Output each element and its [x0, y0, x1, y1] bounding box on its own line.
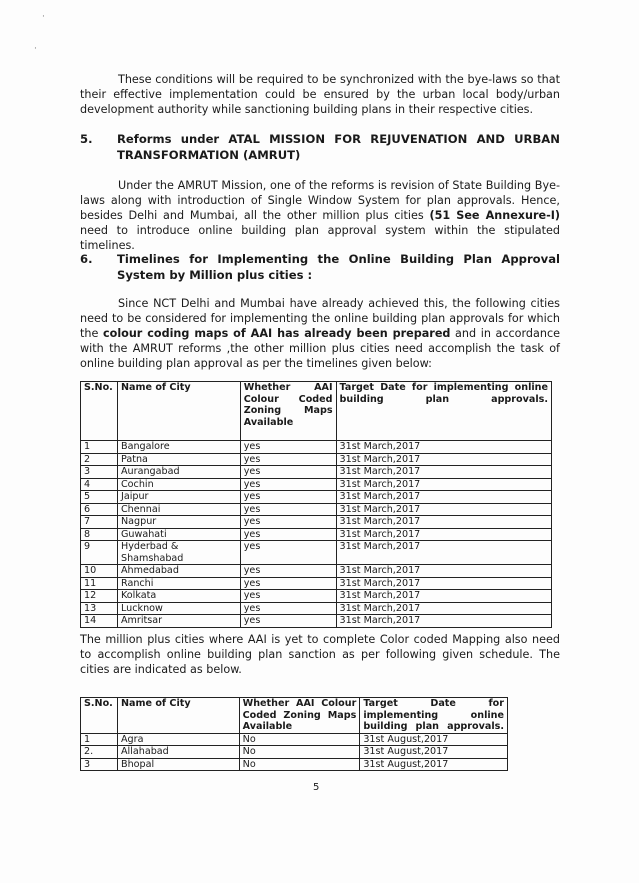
target-cell: 31st March,2017: [336, 541, 551, 565]
aai-cell: yes: [240, 528, 336, 541]
target-cell: 31st March,2017: [336, 453, 551, 466]
table-row: [81, 577, 552, 590]
city-cell: Amritsar: [117, 615, 240, 628]
aai-cell: yes: [240, 541, 336, 565]
section-5-text-after: need to introduce online building plan approval system within the stipulated timelines.: [80, 224, 560, 252]
section-6-text-before: Since NCT Delhi and Mumbai have already achieved this, the following cities need to be considered for implementing the online building plan approvals for which the: [80, 297, 560, 340]
target-cell: 31st March,2017: [336, 565, 551, 578]
city-cell: Kolkata: [117, 590, 240, 603]
aai-cell: No: [239, 746, 360, 759]
pending-cities-paragraph: The million plus cities where AAI is yet to complete Color coded Mapping also need to accomplish online building plan sanction as per following given schedule. The cities are indicated as below.: [80, 633, 560, 676]
section-6-text-after: and in accordance with the AMRUT reforms ,the other million plus cities need accomplish the task of online building plan approval as per the timelines given below:: [80, 327, 561, 370]
target-cell: 31st March,2017: [336, 577, 551, 590]
table-row: [81, 453, 552, 466]
table-row: [81, 746, 508, 759]
aai-cell: yes: [240, 453, 336, 466]
scan-speck: ·: [34, 44, 37, 54]
col-sno-header: S.No.: [81, 382, 118, 441]
aai-cell: yes: [240, 491, 336, 504]
aai-cell: yes: [240, 466, 336, 479]
colour-coding-emphasis: colour coding maps of AAI has already been prepared: [103, 327, 451, 340]
sno-cell: 2: [81, 453, 118, 466]
section-5-number: 5.: [80, 132, 93, 146]
target-cell: 31st August,2017: [360, 746, 508, 759]
target-cell: 31st August,2017: [360, 733, 508, 746]
sno-cell: 4: [81, 478, 118, 491]
sno-cell: 10: [81, 565, 118, 578]
sno-cell: 14: [81, 615, 118, 628]
cities-with-maps-table: [80, 381, 552, 628]
aai-cell: yes: [240, 441, 336, 454]
city-cell: Chennai: [117, 503, 240, 516]
col-target-header: Target Date for implementing online building plan approvals.: [336, 382, 551, 441]
table-row: [81, 590, 552, 603]
scan-speck: ·: [42, 12, 45, 22]
table-row: [81, 503, 552, 516]
sno-cell: 1: [81, 441, 118, 454]
target-cell: 31st March,2017: [336, 441, 551, 454]
section-5-heading: [80, 131, 560, 165]
city-cell: Agra: [117, 733, 239, 746]
section-6-number: 6.: [80, 252, 93, 266]
city-cell: Ahmedabad: [117, 565, 240, 578]
sno-cell: 3: [81, 758, 118, 771]
col-sno-header: S.No.: [81, 698, 118, 734]
sno-cell: 12: [81, 590, 118, 603]
aai-cell: yes: [240, 590, 336, 603]
sno-cell: 13: [81, 602, 118, 615]
target-cell: 31st August,2017: [360, 758, 508, 771]
city-cell: Guwahati: [117, 528, 240, 541]
col-city-header: Name of City: [117, 698, 239, 734]
sno-cell: 5: [81, 491, 118, 504]
cities-without-maps-table: [80, 697, 508, 771]
sno-cell: 1: [81, 733, 118, 746]
target-cell: 31st March,2017: [336, 503, 551, 516]
table-header-row: [81, 382, 552, 441]
col-target-header: Target Date for implementing online building plan approvals.: [360, 698, 508, 734]
table-row: [81, 478, 552, 491]
table-row: [81, 602, 552, 615]
aai-cell: yes: [240, 602, 336, 615]
col-aai-header: Whether AAI Colour Coded Zoning Maps Available: [239, 698, 360, 734]
annexure-reference: (51 See Annexure-I): [429, 209, 560, 222]
page-number: 5: [313, 782, 320, 793]
table-row: [81, 758, 508, 771]
city-cell: Lucknow: [117, 602, 240, 615]
city-cell: Jaipur: [117, 491, 240, 504]
sno-cell: 2.: [81, 746, 118, 759]
city-cell: Ranchi: [117, 577, 240, 590]
city-cell: Allahabad: [117, 746, 239, 759]
target-cell: 31st March,2017: [336, 491, 551, 504]
city-cell: Nagpur: [117, 516, 240, 529]
table-row: [81, 565, 552, 578]
aai-cell: yes: [240, 615, 336, 628]
aai-cell: yes: [240, 478, 336, 491]
sno-cell: 3: [81, 466, 118, 479]
target-cell: 31st March,2017: [336, 478, 551, 491]
city-cell: Bhopal: [117, 758, 239, 771]
sno-cell: 9: [81, 541, 118, 565]
col-city-header: Name of City: [117, 382, 240, 441]
col-aai-header: Whether AAI Colour Coded Zoning Maps Available: [240, 382, 336, 441]
aai-cell: yes: [240, 565, 336, 578]
aai-cell: yes: [240, 516, 336, 529]
city-cell: Aurangabad: [117, 466, 240, 479]
table-row: [81, 733, 508, 746]
section-5-title: Reforms under ATAL MISSION FOR REJUVENATION AND URBAN TRANSFORMATION (AMRUT): [117, 132, 560, 162]
sno-cell: 11: [81, 577, 118, 590]
table-row: [81, 528, 552, 541]
target-cell: 31st March,2017: [336, 615, 551, 628]
target-cell: 31st March,2017: [336, 516, 551, 529]
target-cell: 31st March,2017: [336, 466, 551, 479]
section-6-title: Timelines for Implementing the Online Building Plan Approval System by Million plus cities :: [117, 252, 560, 282]
table-row: [81, 491, 552, 504]
table-row: [81, 441, 552, 454]
intro-paragraph: These conditions will be required to be synchronized with the bye-laws so that their effective implementation could be ensured by the urban local body/urban development authority while sanctioning building plans in their respective cities.: [80, 73, 560, 116]
aai-cell: No: [239, 733, 360, 746]
table-row: [81, 466, 552, 479]
aai-cell: yes: [240, 503, 336, 516]
target-cell: 31st March,2017: [336, 590, 551, 603]
aai-cell: No: [239, 758, 360, 771]
table-row: [81, 615, 552, 628]
sno-cell: 8: [81, 528, 118, 541]
table-header-row: [81, 698, 508, 734]
table-row: [81, 516, 552, 529]
section-5-paragraph: [80, 178, 560, 253]
sno-cell: 6: [81, 503, 118, 516]
section-6-heading: [80, 251, 560, 285]
table-row: [81, 541, 552, 565]
city-cell: Cochin: [117, 478, 240, 491]
section-5-text-before: Under the AMRUT Mission, one of the reforms is revision of State Building Bye-laws along with introduction of Single Window System for plan approvals. Hence, besides Delhi and Mumbai, all the other million plus cities: [80, 179, 560, 222]
target-cell: 31st March,2017: [336, 528, 551, 541]
sno-cell: 7: [81, 516, 118, 529]
city-cell: Bangalore: [117, 441, 240, 454]
section-6-paragraph: [80, 296, 560, 371]
city-cell: Patna: [117, 453, 240, 466]
city-cell: Hyderbad & Shamshabad: [117, 541, 240, 565]
aai-cell: yes: [240, 577, 336, 590]
target-cell: 31st March,2017: [336, 602, 551, 615]
